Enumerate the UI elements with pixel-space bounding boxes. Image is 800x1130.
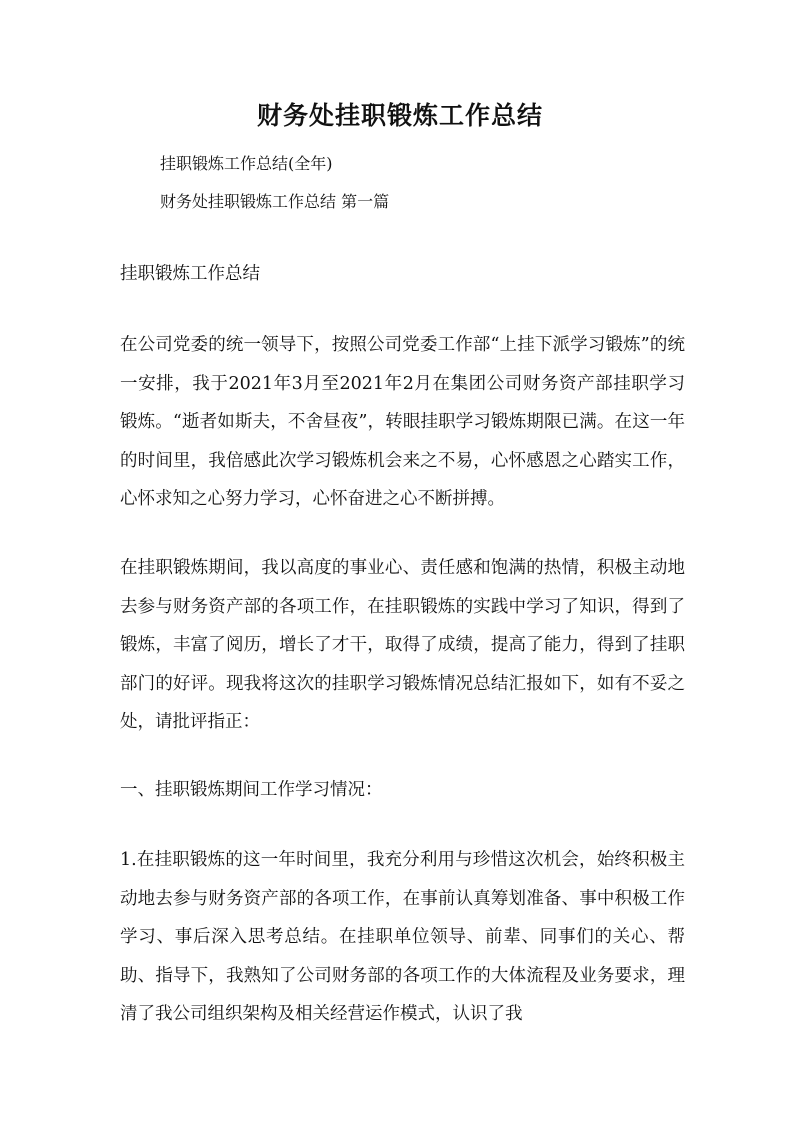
- section-heading: 挂职锻炼工作总结: [120, 264, 260, 284]
- paragraph-item-1: 1.在挂职锻炼的这一年时间里，我充分利用与珍惜这次机会，始终积极主动地去参与财务资产部的各项工作，在事前认真筹划准备、事中积极工作学习、事后深入思考总结。在挂职单位领导、前辈、同事们的关心、帮助、指导下，我熟知了公司财务部的各项工作的大体流程及业务要求，理清了我公司组织架构及相关经营运作模式，认识了我: [120, 850, 685, 1024]
- heading-work-study-situation: 一、挂职锻炼期间工作学习情况：: [120, 780, 383, 800]
- paragraph-overview: 在挂职锻炼期间，我以高度的事业心、责任感和饱满的热情，积极主动地去参与财务资产部的各项工作，在挂职锻炼的实践中学习了知识，得到了锻炼，丰富了阅历，增长了才干，取得了成绩，提高了能力，得到了挂职部门的好评。现我将这次的挂职学习锻炼情况总结汇报如下，如有不妥之处，请批评指正：: [120, 558, 685, 732]
- document-subtitle-first-part: 财务处挂职锻炼工作总结 第一篇: [160, 192, 390, 211]
- document-title: 财务处挂职锻炼工作总结: [256, 101, 543, 130]
- paragraph-introduction: 在公司党委的统一领导下，按照公司党委工作部“上挂下派学习锻炼”的统一安排，我于2021年3月至2021年2月在集团公司财务资产部挂职学习锻炼。“逝者如斯夫，不舍昼夜”，转眼挂职学习锻炼期限已满。在这一年的时间里，我倍感此次学习锻炼机会来之不易，心怀感恩之心踏实工作，心怀求知之心努力学习，心怀奋进之心不断拼搏。: [120, 335, 685, 509]
- document-subtitle-annual: 挂职锻炼工作总结(全年): [160, 154, 333, 173]
